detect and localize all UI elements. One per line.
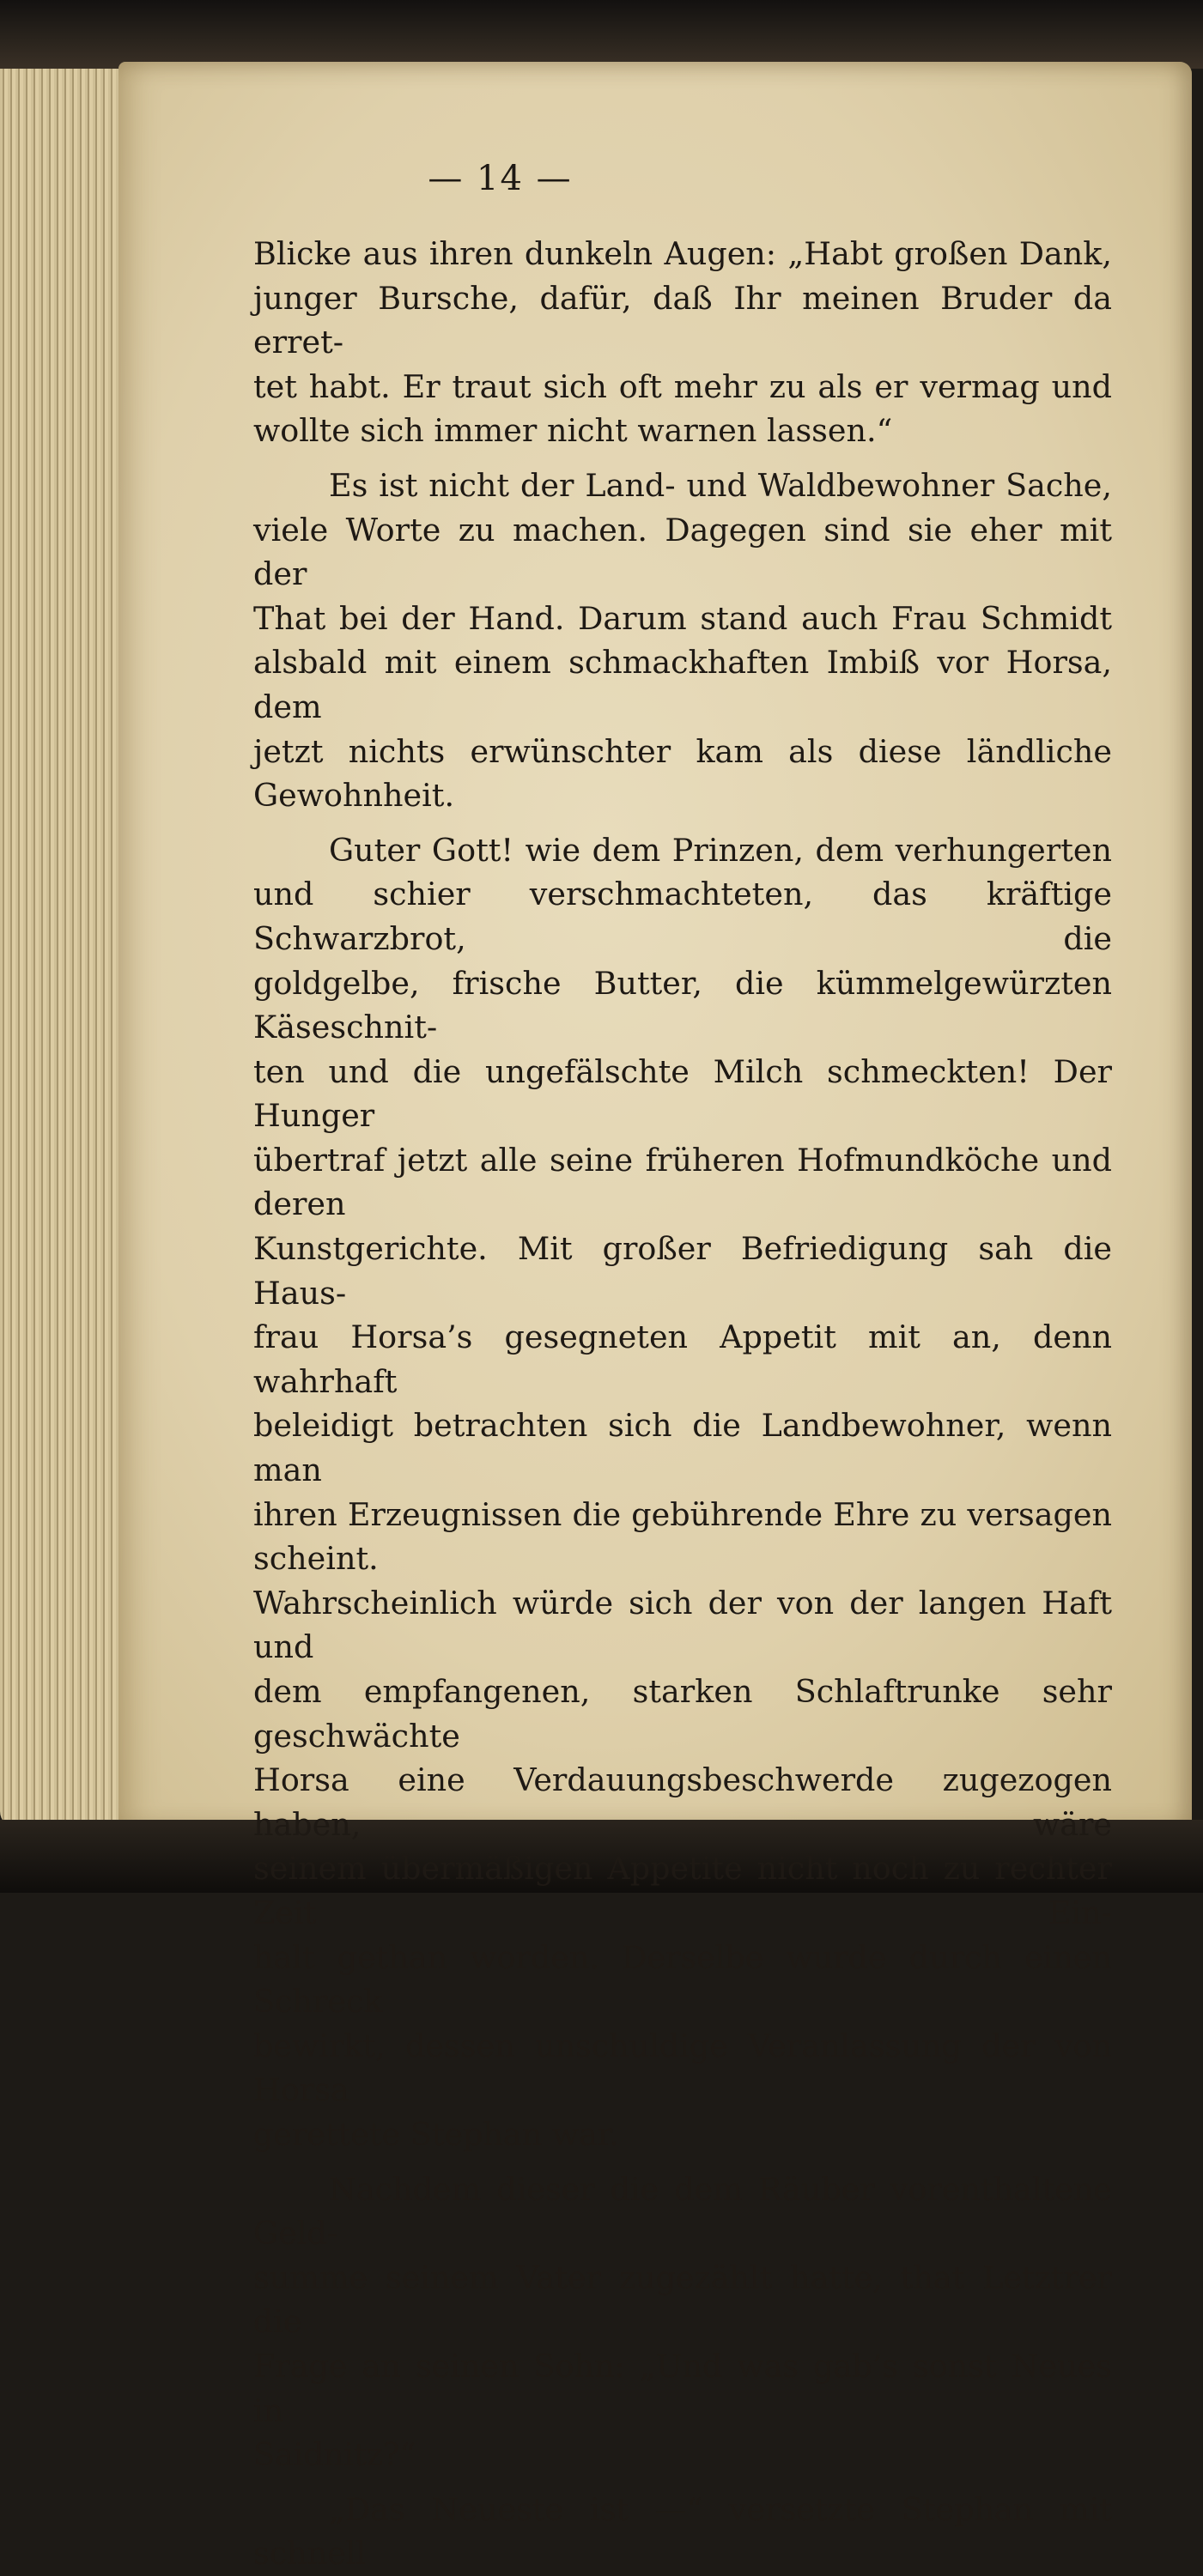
text-line: und schier verschmachteten, das kräftige Schwarzbrot, die [253, 876, 1112, 957]
text-line: „Das Neueste ist —“ versetzte Stephan mit schnell [253, 2490, 1112, 2573]
body-text [253, 232, 1112, 2576]
text-line: tet habt. Er traut sich oft mehr zu als er vermag und [253, 367, 1112, 405]
text-line: goldgelbe, frische Butter, die kümmelgewürzten Käseschnit- [253, 964, 1112, 1046]
text-line: Guter Gott! wie dem Prinzen, dem verhungerten [329, 831, 1112, 869]
text-line: frau Horsa’s gesegneten Appetit mit an, denn wahrhaft [253, 1318, 1112, 1400]
text-line: Saidnitz?“ [253, 2436, 416, 2474]
text-line: junger Bursche, dafür, daß Ihr meinen Bruder da erret- [253, 279, 1112, 361]
text-line: Kunstgerichte. Mit großer Befriedigung sah die Haus- [253, 1230, 1112, 1312]
paragraph-gap [253, 2157, 1112, 2167]
text-line: Blicke aus ihren dunkeln Augen: „Habt großen Dank, [253, 235, 1112, 272]
paragraph-gap [253, 453, 1112, 464]
page-stack-edge [0, 69, 129, 1828]
text-line: Horsa eine Verdauungsbeschwerde zugezogen haben, wäre [253, 1761, 1112, 1843]
text-line: gerettete Stephan war. [253, 2115, 619, 2153]
text-line: seinem übermäßigen Appetite nicht noch zu rechter Zeit Ein- [253, 1850, 1112, 1931]
text-line: beleidigt betrachten sich die Landbewohner, wenn man [253, 1407, 1112, 1489]
text-line: übertraf jetzt alle seine früheren Hofmundköche und deren [253, 1141, 1112, 1223]
text-line: Es ist nicht der Land- und Waldbewohner Sache, [329, 466, 1112, 504]
text-line: wollte sich immer nicht warnen lassen.“ [253, 412, 893, 450]
text-line: That bei der Hand. Darum stand auch Frau Schmidt [253, 599, 1112, 637]
text-line: jetzt nichts erwünschter kam als diese ländliche Gewohnheit. [253, 732, 1112, 815]
text-line: viele Worte zu machen. Dagegen sind sie eher mit der [253, 511, 1112, 593]
text-line: Wahrscheinlich würde sich der von der langen Haft und [253, 1584, 1112, 1666]
text-line: halt gethan worden. Derselbe wurde durch einen Schreck [253, 1938, 1112, 2021]
text-line: Nachdem dieser die dem Räuber vorenthaltene Geld- [253, 2170, 1112, 2252]
text-line: ten und die ungefälschte Milch schmeckten! Der Hunger [253, 1052, 1112, 1135]
paragraph-gap [253, 818, 1112, 828]
paragraph-gap [253, 2477, 1112, 2488]
text-line: Frage an seinen Sohn: „Und was gab’s sonst Neues in [253, 2347, 1112, 2429]
text-line: summe seinem Vater zugezählt hatte, that Letztrer die [253, 2258, 1112, 2341]
text-line: dem empfangenen, starken Schlaftrunke sehr geschwächte [253, 1673, 1112, 1755]
text-line: alsbald mit einem schmackhaften Imbiß vor Horsa, dem [253, 644, 1112, 725]
text-line: bewirkt, dessen unschuldige Veranlassung der von Horsa [253, 2027, 1112, 2109]
book-top-edge [0, 0, 1203, 69]
text-line: ihren Erzeugnissen die gebührende Ehre zu versagen scheint. [253, 1495, 1112, 1578]
page-number: — 14 — [428, 159, 573, 198]
